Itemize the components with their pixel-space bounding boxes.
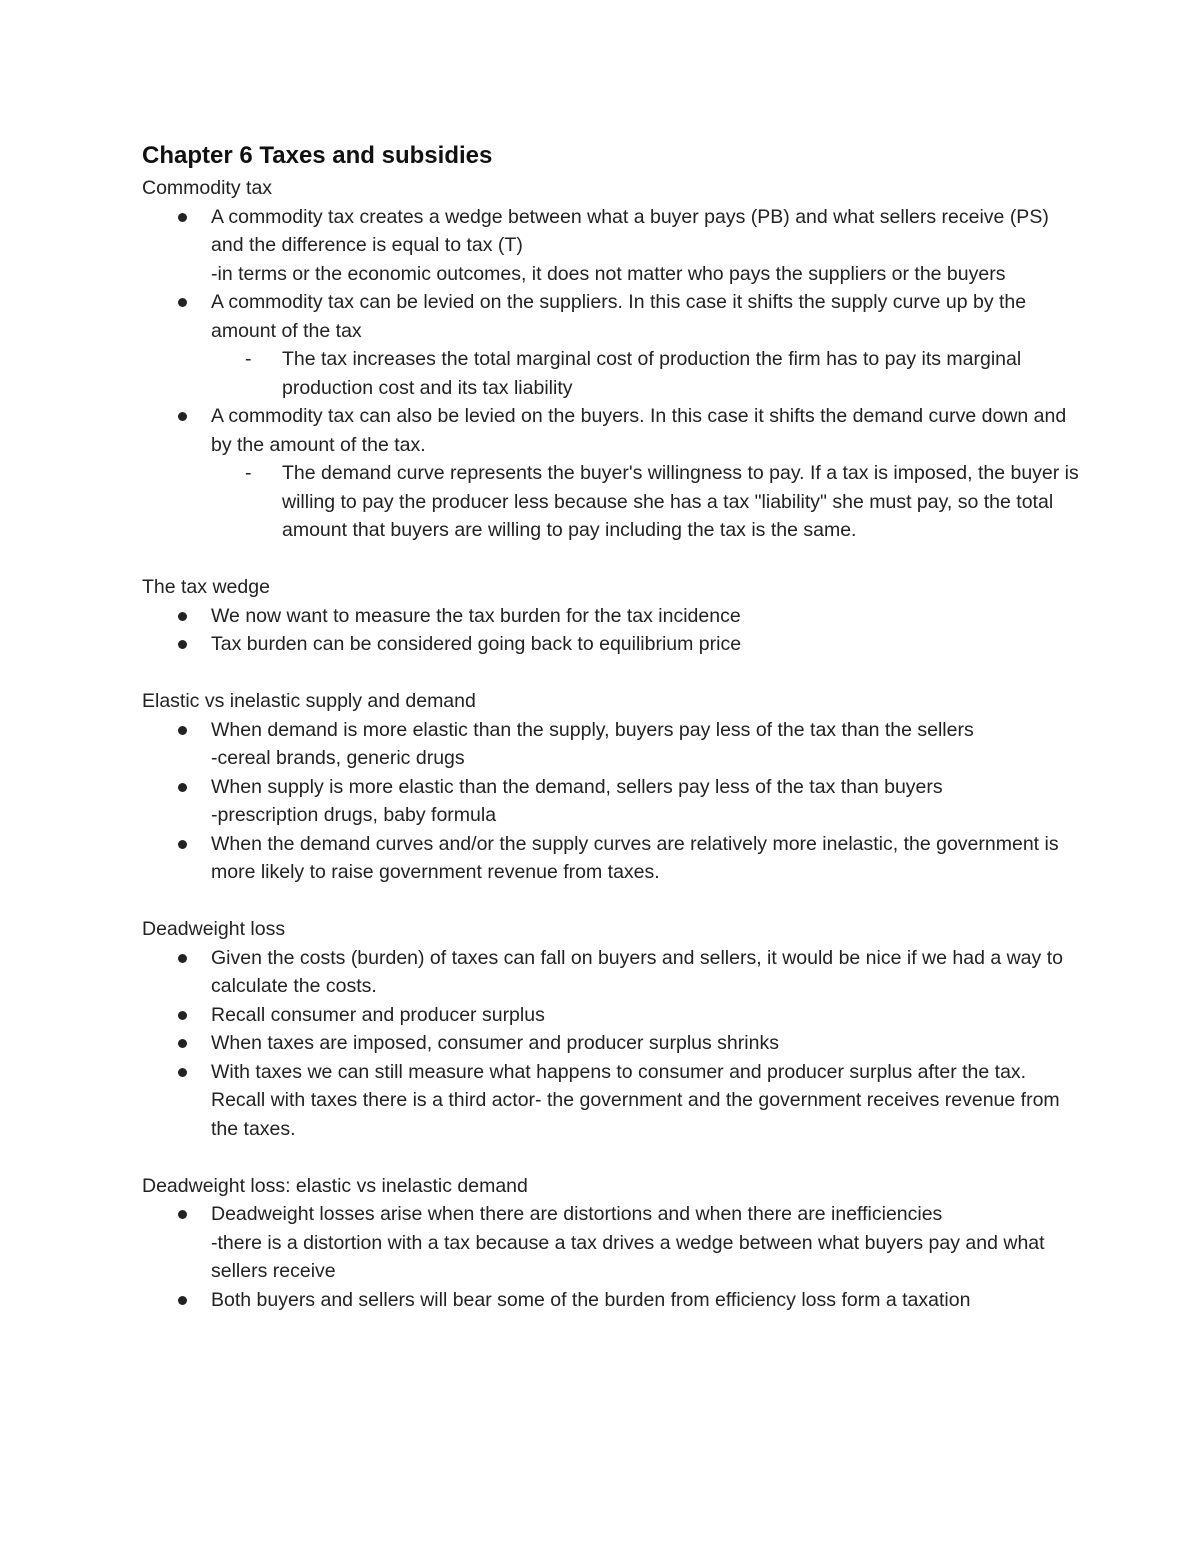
list-item bbox=[142, 1200, 1082, 1286]
list-item bbox=[142, 288, 1082, 402]
list-item bbox=[142, 830, 1082, 887]
list-item-text: A commodity tax can be levied on the suppliers. In this case it shifts the supply curve up by the amount of the tax bbox=[211, 291, 1027, 342]
bullet-icon bbox=[178, 840, 187, 849]
bullet-icon bbox=[178, 640, 187, 649]
list-item-text: When supply is more elastic than the demand, sellers pay less of the tax than buyers bbox=[211, 775, 943, 798]
list-item-text: A commodity tax creates a wedge between what a buyer pays (PB) and what sellers receive (PS) and the difference is equal to tax (T) bbox=[211, 205, 1049, 256]
list-item-note: -in terms or the economic outcomes, it does not matter who pays the suppliers or the buyers bbox=[211, 262, 1006, 285]
list-item-text: We now want to measure the tax burden for the tax incidence bbox=[211, 604, 741, 627]
bullet-icon bbox=[178, 1039, 187, 1048]
dash-marker: - bbox=[245, 462, 252, 484]
list-item bbox=[142, 630, 1082, 659]
list-item-text: When the demand curves and/or the supply curves are relatively more inelastic, the government is more likely to raise government revenue from taxes. bbox=[211, 832, 1059, 883]
bullet-icon bbox=[178, 612, 187, 621]
list-item-note: -there is a distortion with a tax because a tax drives a wedge between what buyers pay and what sellers receive bbox=[211, 1231, 1045, 1282]
section-heading: Deadweight loss: elastic vs inelastic demand bbox=[142, 1174, 528, 1197]
list-item-text: When demand is more elastic than the supply, buyers pay less of the tax than the sellers bbox=[211, 718, 974, 741]
section bbox=[142, 573, 1082, 659]
section bbox=[142, 915, 1082, 1143]
bullet-icon bbox=[178, 298, 187, 307]
section bbox=[142, 1172, 1082, 1315]
list-item-note: -prescription drugs, baby formula bbox=[211, 804, 497, 826]
bullet-icon bbox=[178, 412, 187, 421]
list-item bbox=[142, 716, 1082, 773]
bullet-icon bbox=[178, 1296, 187, 1305]
list-item-text: With taxes we can still measure what happens to consumer and producer surplus after the tax. Recall with taxes there is a third actor- the government and the government receives revenue from the taxes. bbox=[211, 1060, 1060, 1140]
sub-list-item-text: The tax increases the total marginal cost of production the firm has to pay its marginal production cost and its tax liability bbox=[282, 348, 1022, 399]
list-item bbox=[142, 1029, 1082, 1058]
bullet-list bbox=[142, 203, 1082, 545]
list-item bbox=[142, 402, 1082, 545]
list-item bbox=[142, 203, 1082, 289]
sub-list-item-text: The demand curve represents the buyer's willingness to pay. If a tax is imposed, the buyer is willing to pay the producer less because she has a tax "liability" she must pay, so the total amount that buyers are willing to pay including the tax is the same. bbox=[282, 462, 1079, 541]
bullet-icon bbox=[178, 1011, 187, 1020]
bullet-icon bbox=[178, 1210, 187, 1219]
section bbox=[142, 687, 1082, 887]
list-item-text: Deadweight losses arise when there are distortions and when there are inefficiencies bbox=[211, 1203, 943, 1225]
section-heading: Commodity tax bbox=[142, 177, 273, 199]
section bbox=[142, 174, 1082, 545]
sub-list-item bbox=[211, 459, 1082, 545]
list-item bbox=[142, 1058, 1082, 1144]
list-item-text: When taxes are imposed, consumer and producer surplus shrinks bbox=[211, 1032, 779, 1054]
bullet-list bbox=[142, 1200, 1082, 1314]
bullet-icon bbox=[178, 954, 187, 963]
bullet-list bbox=[142, 602, 1082, 659]
bullet-list bbox=[142, 716, 1082, 887]
bullet-icon bbox=[178, 1068, 187, 1077]
list-item-text: Both buyers and sellers will bear some of the burden from efficiency loss form a taxation bbox=[211, 1288, 971, 1311]
sub-list bbox=[211, 459, 1082, 545]
list-item-note: -cereal brands, generic drugs bbox=[211, 747, 465, 769]
section-heading: Deadweight loss bbox=[142, 918, 286, 940]
section-heading: Elastic vs inelastic supply and demand bbox=[142, 690, 476, 712]
list-item bbox=[142, 602, 1082, 631]
list-item bbox=[142, 944, 1082, 1001]
list-item-text: Given the costs (burden) of taxes can fall on buyers and sellers, it would be nice if we had a way to calculate the costs. bbox=[211, 946, 1063, 997]
dash-marker: - bbox=[245, 348, 252, 370]
document-body bbox=[142, 174, 1082, 1314]
document-page bbox=[142, 138, 1082, 1314]
list-item bbox=[142, 773, 1082, 830]
bullet-icon bbox=[178, 726, 187, 735]
sub-list-item bbox=[211, 345, 1082, 402]
bullet-list bbox=[142, 944, 1082, 1144]
page-title: Chapter 6 Taxes and subsidies bbox=[142, 142, 493, 169]
list-item bbox=[142, 1286, 1082, 1315]
section-heading: The tax wedge bbox=[142, 576, 270, 598]
list-item-text: Tax burden can be considered going back to equilibrium price bbox=[211, 633, 742, 655]
bullet-icon bbox=[178, 213, 187, 222]
list-item-text: Recall consumer and producer surplus bbox=[211, 1003, 545, 1026]
bullet-icon bbox=[178, 783, 187, 792]
list-item-text: A commodity tax can also be levied on the buyers. In this case it shifts the demand curve down and by the amount of the tax. bbox=[211, 405, 1067, 456]
sub-list bbox=[211, 345, 1082, 402]
list-item bbox=[142, 1001, 1082, 1030]
